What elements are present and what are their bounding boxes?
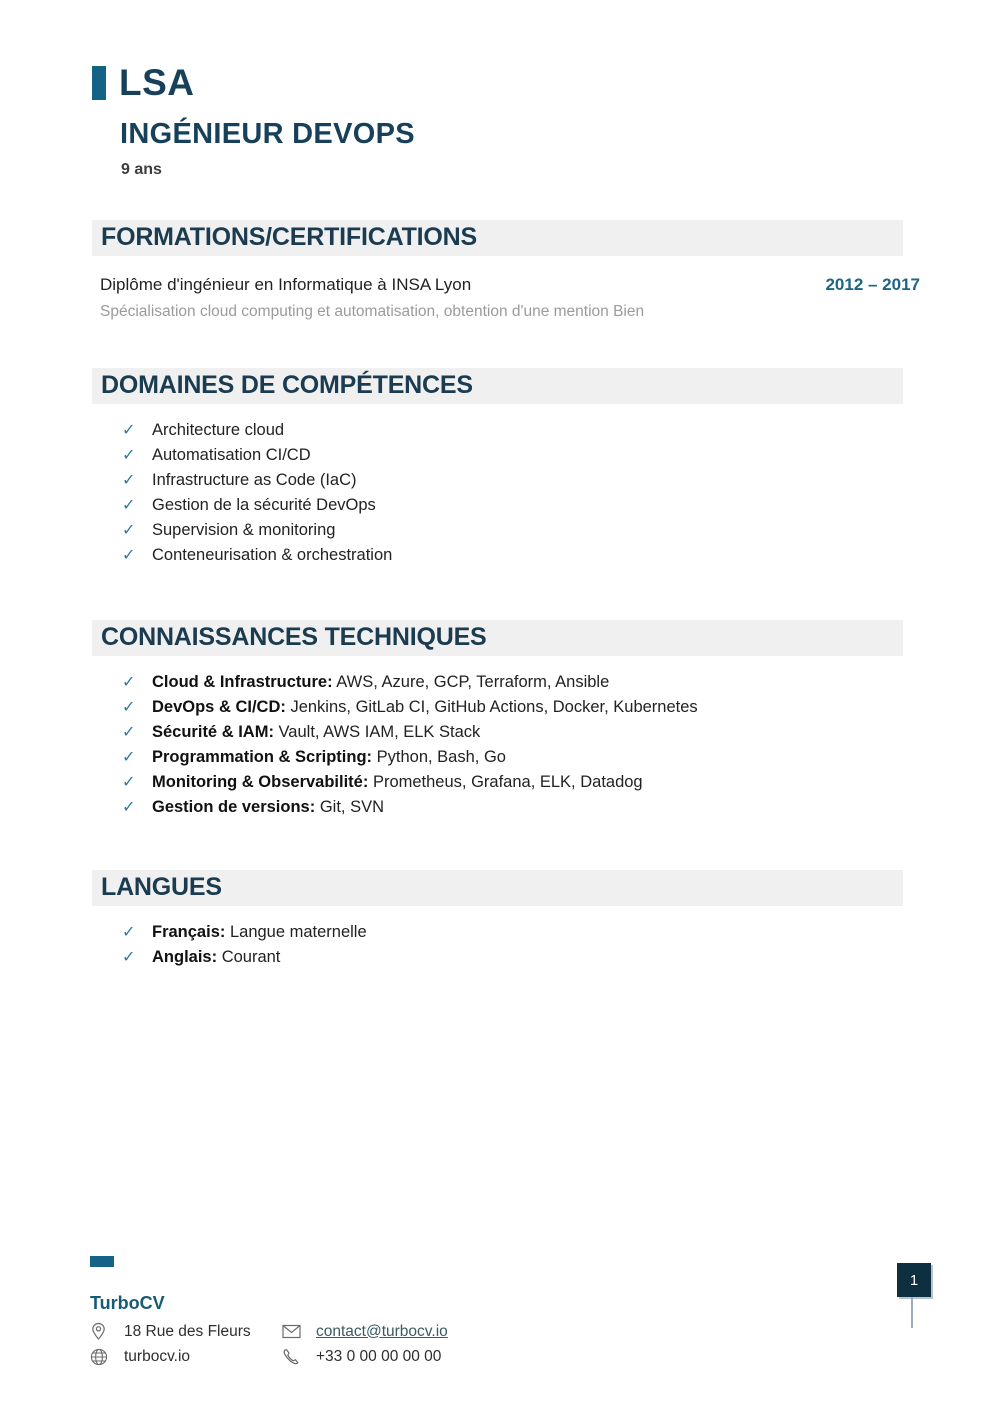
footer xyxy=(90,1256,448,1366)
list-item xyxy=(92,418,993,443)
domaine-label: Conteneurisation & orchestration xyxy=(152,546,393,564)
email-cell xyxy=(316,1323,448,1341)
domaine-label: Architecture cloud xyxy=(152,421,285,439)
section-heading-domaines: DOMAINES DE COMPÉTENCES xyxy=(92,368,903,404)
list-item xyxy=(92,745,993,770)
main-content xyxy=(92,220,993,970)
skill-value: Git, SVN xyxy=(319,798,384,816)
section-formations xyxy=(92,220,993,321)
formation-subtitle: Spécialisation cloud computing et automatisation, obtention d'une mention Bien xyxy=(100,303,645,320)
header xyxy=(92,62,993,179)
contact-info xyxy=(90,1322,448,1366)
skill-label: Programmation & Scripting: xyxy=(152,748,373,766)
page-number-stem xyxy=(911,1297,913,1328)
language-value: Courant xyxy=(221,948,281,966)
list-item xyxy=(92,720,993,745)
section-langues xyxy=(92,870,993,970)
language-label: Français: xyxy=(152,923,226,941)
check-icon: ✓ xyxy=(122,949,136,966)
skill-text xyxy=(152,720,480,745)
page-number-badge: 1 xyxy=(897,1263,931,1297)
domaine-label: Supervision & monitoring xyxy=(152,521,336,539)
section-heading-formations: FORMATIONS/CERTIFICATIONS xyxy=(92,220,903,256)
skill-text xyxy=(152,770,643,795)
check-icon: ✓ xyxy=(122,774,136,791)
skill-label: Gestion de versions: xyxy=(152,798,316,816)
skill-label: Cloud & Infrastructure: xyxy=(152,673,333,691)
list-item xyxy=(92,493,993,518)
list-item xyxy=(92,443,993,468)
check-icon: ✓ xyxy=(122,547,136,564)
connaissances-list xyxy=(92,670,993,820)
language-value: Langue maternelle xyxy=(229,923,367,941)
skill-value: AWS, Azure, GCP, Terraform, Ansible xyxy=(336,673,610,691)
candidate-name: LSA xyxy=(119,62,195,103)
check-icon: ✓ xyxy=(122,522,136,539)
job-title: INGÉNIEUR DEVOPS xyxy=(120,118,415,150)
domaine-label: Infrastructure as Code (IaC) xyxy=(152,471,357,489)
check-icon: ✓ xyxy=(122,472,136,489)
section-domaines xyxy=(92,368,993,568)
globe-icon xyxy=(90,1348,124,1366)
language-label: Anglais: xyxy=(152,948,218,966)
skill-text xyxy=(152,795,384,820)
list-item xyxy=(92,920,993,945)
check-icon: ✓ xyxy=(122,724,136,741)
email-link[interactable]: contact@turbocv.io xyxy=(316,1322,448,1340)
domaine-label: Gestion de la sécurité DevOps xyxy=(152,496,376,514)
skill-value: Vault, AWS IAM, ELK Stack xyxy=(278,723,481,741)
footer-accent-rect xyxy=(90,1256,114,1267)
envelope-icon xyxy=(282,1324,316,1339)
formation-date: 2012 – 2017 xyxy=(825,275,920,294)
skill-label: Sécurité & IAM: xyxy=(152,723,274,741)
brand-name: TurboCV xyxy=(90,1293,165,1313)
skill-value: Jenkins, GitLab CI, GitHub Actions, Docker, Kubernetes xyxy=(290,698,698,716)
phone-icon xyxy=(282,1348,316,1366)
list-item xyxy=(92,518,993,543)
skill-text xyxy=(152,670,609,695)
check-icon: ✓ xyxy=(122,699,136,716)
langues-list xyxy=(92,920,993,970)
check-icon: ✓ xyxy=(122,422,136,439)
accent-bar xyxy=(92,66,106,100)
section-connaissances xyxy=(92,620,993,820)
check-icon: ✓ xyxy=(122,497,136,514)
skill-label: Monitoring & Observabilité: xyxy=(152,773,369,791)
list-item xyxy=(92,670,993,695)
check-icon: ✓ xyxy=(122,447,136,464)
skill-value: Prometheus, Grafana, ELK, Datadog xyxy=(372,773,643,791)
skill-text xyxy=(152,745,506,770)
check-icon: ✓ xyxy=(122,799,136,816)
phone-text: +33 0 00 00 00 00 xyxy=(316,1348,442,1365)
website-text: turbocv.io xyxy=(124,1348,191,1365)
experience-years: 9 ans xyxy=(121,161,162,178)
formation-entry xyxy=(92,275,920,321)
list-item xyxy=(92,795,993,820)
skill-label: DevOps & CI/CD: xyxy=(152,698,286,716)
section-heading-connaissances: CONNAISSANCES TECHNIQUES xyxy=(92,620,903,656)
location-pin-icon xyxy=(90,1322,124,1341)
language-text xyxy=(152,945,280,970)
check-icon: ✓ xyxy=(122,674,136,691)
domaines-list xyxy=(92,418,993,568)
skill-text xyxy=(152,695,698,720)
section-heading-langues: LANGUES xyxy=(92,870,903,906)
language-text xyxy=(152,920,367,945)
check-icon: ✓ xyxy=(122,924,136,941)
skill-value: Python, Bash, Go xyxy=(376,748,506,766)
formation-title: Diplôme d'ingénieur en Informatique à INSA Lyon xyxy=(100,275,472,294)
list-item xyxy=(92,770,993,795)
list-item xyxy=(92,468,993,493)
list-item xyxy=(92,543,993,568)
list-item xyxy=(92,945,993,970)
list-item xyxy=(92,695,993,720)
address-text: 18 Rue des Fleurs xyxy=(124,1322,251,1340)
check-icon: ✓ xyxy=(122,749,136,766)
domaine-label: Automatisation CI/CD xyxy=(152,446,311,464)
